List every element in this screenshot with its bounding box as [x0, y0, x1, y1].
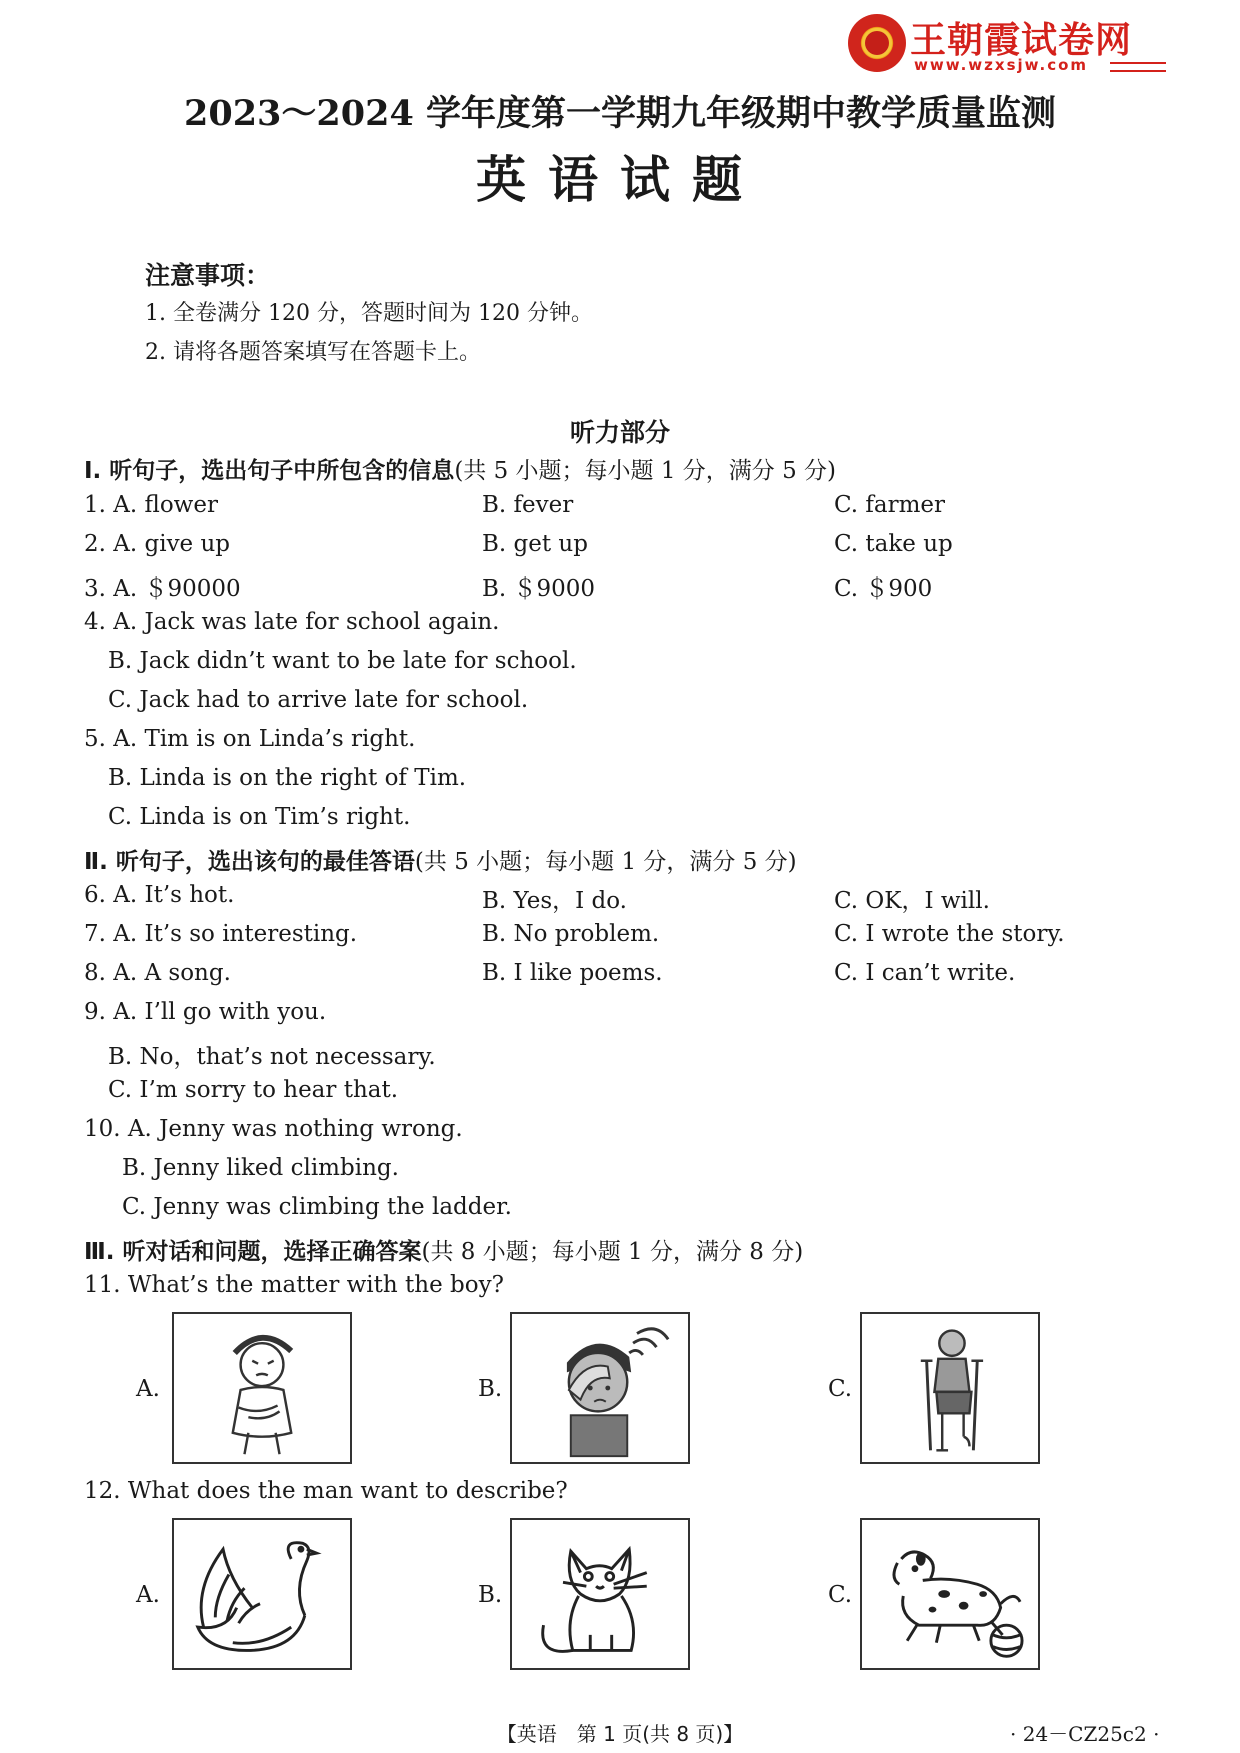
- q2-option-a: 2. A. give up: [84, 531, 231, 557]
- q5-option-a: 5. A. Tim is on Linda’s right.: [84, 726, 416, 752]
- boy-headache-icon: [512, 1314, 688, 1462]
- q8-option-b: B. I like poems.: [482, 960, 663, 986]
- section-2-heading: [84, 843, 797, 876]
- logo-text: 王朝霞试卷网: [910, 20, 1133, 61]
- q8-option-a: 8. A. A song.: [84, 960, 231, 986]
- q12-picture-c-dog-ball: [860, 1518, 1040, 1670]
- page-code: · 24－CZ25c2 ·: [1010, 1722, 1160, 1746]
- q10-option-b: B. Jenny liked climbing.: [122, 1155, 399, 1181]
- page-footer: 【英语 第 1 页(共 8 页)】: [496, 1722, 744, 1746]
- section-2-note: (共 5 小题；每小题 1 分，满分 5 分): [414, 849, 797, 875]
- q1-option-a: 1. A. flower: [84, 492, 218, 518]
- section-1-label: Ⅰ. 听句子，选出句子中所包含的信息: [84, 458, 455, 484]
- q8-option-c: C. I can’t write.: [834, 960, 1016, 986]
- q10-option-c: C. Jenny was climbing the ladder.: [122, 1194, 512, 1220]
- q6-option-a: 6. A. It’s hot.: [84, 882, 235, 908]
- dog-with-ball-icon: [862, 1520, 1038, 1668]
- boy-crutches-icon: [862, 1314, 1038, 1462]
- exam-title: 2023～2024 学年度第一学期九年级期中教学质量监测: [183, 93, 1056, 134]
- q7-option-b: B. No problem.: [482, 921, 660, 947]
- notice-item-1: 1. 全卷满分 120 分，答题时间为 120 分钟。: [145, 301, 593, 326]
- q12-label-a: A.: [136, 1582, 160, 1608]
- section-3-heading: [84, 1233, 803, 1266]
- site-logo: [848, 10, 1168, 74]
- logo-url: www.wzxsjw.com: [914, 56, 1089, 74]
- cat-icon: [512, 1520, 688, 1668]
- q4-option-a: 4. A. Jack was late for school again.: [84, 609, 500, 635]
- q11-picture-b-headache: [510, 1312, 690, 1464]
- q11-label-b: B.: [478, 1376, 503, 1402]
- q11-label-c: C.: [828, 1376, 853, 1402]
- q12-picture-b-cat: [510, 1518, 690, 1670]
- section-1-note: (共 5 小题；每小题 1 分，满分 5 分): [454, 458, 837, 484]
- q4-option-c: C. Jack had to arrive late for school.: [108, 687, 529, 713]
- q10-option-a: 10. A. Jenny was nothing wrong.: [84, 1116, 463, 1142]
- q3-option-c: C. ＄900: [834, 576, 933, 602]
- q12-label-c: C.: [828, 1582, 853, 1608]
- q2-option-c: C. take up: [834, 531, 953, 557]
- q4-option-b: B. Jack didn’t want to be late for school.: [108, 648, 577, 674]
- q1-option-c: C. farmer: [834, 492, 946, 518]
- q3-option-b: B. ＄9000: [482, 576, 596, 602]
- q9-option-c: C. I’m sorry to hear that.: [108, 1077, 399, 1103]
- swan-icon: [174, 1520, 350, 1668]
- notice-item-2: 2. 请将各题答案填写在答题卡上。: [145, 340, 481, 365]
- q1-option-b: B. fever: [482, 492, 574, 518]
- exam-subtitle: 英语试题: [476, 151, 764, 209]
- q9-option-a: 9. A. I’ll go with you.: [84, 999, 327, 1025]
- q12-label-b: B.: [478, 1582, 503, 1608]
- q11-stem: 11. What’s the matter with the boy?: [84, 1272, 504, 1298]
- section-2-label: Ⅱ. 听句子，选出该句的最佳答语: [84, 849, 415, 875]
- q5-option-c: C. Linda is on Tim’s right.: [108, 804, 411, 830]
- q7-option-c: C. I wrote the story.: [834, 921, 1065, 947]
- logo-decoration: [1110, 62, 1166, 72]
- section-3-note: (共 8 小题；每小题 1 分，满分 8 分): [421, 1239, 804, 1265]
- q9-option-b: B. No，that’s not necessary.: [108, 1044, 436, 1070]
- q11-label-a: A.: [136, 1376, 160, 1402]
- q5-option-b: B. Linda is on the right of Tim.: [108, 765, 467, 791]
- notice-heading: 注意事项：: [145, 261, 271, 290]
- q3-option-a: 3. A. ＄90000: [84, 576, 241, 602]
- part-title: 听力部分: [569, 418, 670, 447]
- seal-icon: [848, 14, 906, 72]
- section-1-heading: [84, 452, 836, 485]
- section-3-label: Ⅲ. 听对话和问题，选择正确答案: [84, 1239, 422, 1265]
- q6-option-b: B. Yes，I do.: [482, 888, 627, 914]
- q11-picture-c-crutches: [860, 1312, 1040, 1464]
- q12-stem: 12. What does the man want to describe?: [84, 1478, 568, 1504]
- q11-picture-a-stomachache: [172, 1312, 352, 1464]
- q6-option-c: C. OK，I will.: [834, 888, 990, 914]
- q7-option-a: 7. A. It’s so interesting.: [84, 921, 358, 947]
- boy-stomachache-icon: [174, 1314, 350, 1462]
- q12-picture-a-swan: [172, 1518, 352, 1670]
- q2-option-b: B. get up: [482, 531, 588, 557]
